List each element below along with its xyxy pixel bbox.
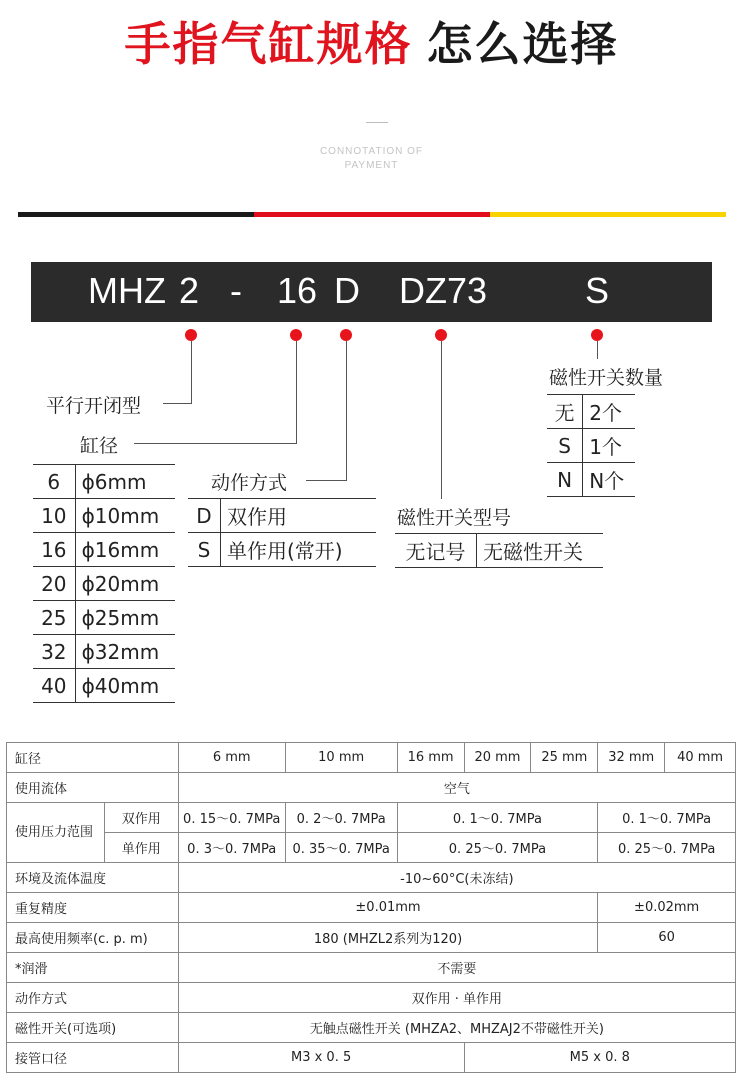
label-parallel: 平行开闭型	[46, 395, 142, 417]
table-row: 6 ϕ6mm	[33, 465, 175, 499]
table-row: 环境及流体温度 -10~60°C(未冻结)	[7, 863, 736, 893]
table-row: 16 ϕ16mm	[33, 533, 175, 567]
table-row: 使用压力范围 双作用 0. 15～0. 7MPa 0. 2～0. 7MPa 0. 1～0. 7MPa 0. 1～0. 7MPa	[7, 803, 736, 833]
action-options-table	[188, 498, 376, 567]
label-switch-qty: 磁性开关数量	[549, 367, 664, 389]
table-row: N N个	[547, 463, 635, 497]
marker-dot	[340, 329, 352, 341]
model-bore: 16	[277, 270, 318, 311]
title-red: 手指气缸规格	[124, 17, 413, 71]
spec-table	[6, 742, 736, 1073]
connector-line	[134, 443, 297, 444]
table-row: 无 2个	[547, 395, 635, 429]
table-row: 缸径 6 mm 10 mm 16 mm 20 mm 25 mm 32 mm 40 mm	[7, 743, 736, 773]
stripe-yellow	[490, 212, 726, 217]
connector-line	[296, 341, 297, 444]
connector-line	[191, 341, 192, 404]
label-switch-model: 磁性开关型号	[397, 507, 512, 529]
table-row: *润滑 不需要	[7, 953, 736, 983]
table-row: 40 ϕ40mm	[33, 669, 175, 703]
marker-dot	[290, 329, 302, 341]
title-black: 怎么选择	[426, 17, 619, 71]
model-switch-qty: S	[585, 270, 610, 311]
connector-line	[163, 403, 192, 404]
subtitle-line-2: PAYMENT	[344, 160, 399, 171]
table-row: S 单作用(常开)	[188, 533, 376, 567]
table-row: 单作用 0. 3～0. 7MPa 0. 35～0. 7MPa 0. 25～0. 7MPa 0. 25～0. 7MPa	[7, 833, 736, 863]
subtitle-line-1: CONNOTATION OF	[319, 146, 424, 157]
table-row: D 双作用	[188, 499, 376, 533]
table-row: S 1个	[547, 429, 635, 463]
label-bore: 缸径	[80, 435, 119, 457]
model-action: D	[334, 270, 360, 311]
table-row: 接管口径 M3 x 0. 5 M5 x 0. 8	[7, 1043, 736, 1073]
bore-options-table	[33, 464, 175, 703]
table-row: 10 ϕ10mm	[33, 499, 175, 533]
stripe-red	[254, 212, 490, 217]
table-row: 使用流体 空气	[7, 773, 736, 803]
marker-dot	[185, 329, 197, 341]
label-action: 动作方式	[211, 472, 288, 494]
model-type: 2	[179, 270, 200, 311]
connector-line	[306, 480, 347, 481]
table-row: 20 ϕ20mm	[33, 567, 175, 601]
stripe-black	[18, 212, 254, 217]
table-row: 无记号 无磁性开关	[395, 534, 603, 568]
table-row: 动作方式 双作用 · 单作用	[7, 983, 736, 1013]
connector-line	[441, 341, 442, 499]
table-row: 磁性开关(可选项) 无触点磁性开关 (MHZA2、MHZAJ2不带磁性开关)	[7, 1013, 736, 1043]
switch-qty-table	[547, 394, 635, 497]
page-title	[0, 8, 743, 74]
table-row: 最高使用频率(c. p. m) 180 (MHZL2系列为120) 60	[7, 923, 736, 953]
marker-dot	[591, 329, 603, 341]
table-row: 32 ϕ32mm	[33, 635, 175, 669]
connector-line	[597, 341, 598, 359]
table-row: 重复精度 ±0.01mm ±0.02mm	[7, 893, 736, 923]
model-series: MHZ	[88, 270, 166, 311]
subtitle-divider	[366, 122, 388, 123]
model-dash: -	[230, 270, 242, 311]
marker-dot	[435, 329, 447, 341]
switch-model-table	[395, 533, 603, 568]
model-switch: DZ73	[399, 270, 488, 311]
table-row: 25 ϕ25mm	[33, 601, 175, 635]
connector-line	[346, 341, 347, 481]
